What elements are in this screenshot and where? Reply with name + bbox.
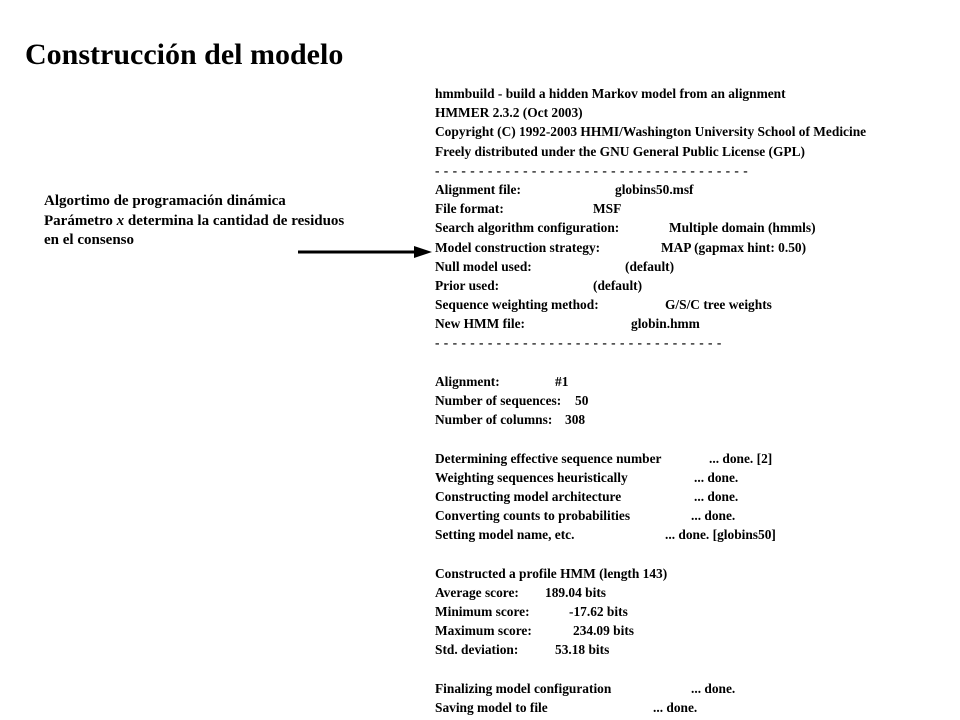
score-value: 189.04 bits — [545, 584, 607, 600]
step-row — [435, 449, 866, 468]
step-value: ... done. — [694, 488, 739, 504]
config-key: File format: — [435, 201, 504, 217]
note-line-2-post: determina la cantidad de residuos — [124, 212, 345, 229]
config-value: globin.hmm — [631, 316, 700, 332]
config-row — [435, 218, 866, 237]
note-line-2-pre: Parámetro — [44, 212, 117, 229]
score-row — [435, 602, 866, 621]
score-key: Maximum score: — [435, 623, 532, 639]
score-key: Average score: — [435, 584, 519, 600]
final-value: ... done. — [653, 700, 698, 715]
note-line-1: Algortimo de programación dinámica — [44, 193, 286, 209]
config-row — [435, 295, 866, 314]
step-row — [435, 487, 866, 506]
config-value: G/S/C tree weights — [665, 297, 772, 313]
step-key: Determining effective sequence number — [435, 450, 662, 466]
config-value: Multiple domain (hmmls) — [669, 220, 816, 236]
score-row — [435, 640, 866, 659]
step-value: ... done. [globins50] — [665, 527, 776, 543]
config-value: MSF — [593, 201, 622, 217]
config-key: Model construction strategy: — [435, 239, 601, 255]
note-line-2 — [44, 212, 344, 232]
separator-line: - - - - - - - - - - - - - - - - - - - - - - - - - - - - - - - - - - - - — [435, 162, 749, 178]
alignment-row — [435, 410, 866, 429]
final-key: Saving model to file — [435, 700, 548, 715]
score-row — [435, 583, 866, 602]
header-line: Freely distributed under the GNU General Public License (GPL) — [435, 143, 805, 159]
step-value: ... done. [2] — [709, 450, 773, 466]
constructed-line: Constructed a profile HMM (length 143) — [435, 565, 668, 581]
step-row — [435, 468, 866, 487]
config-value: (default) — [593, 277, 643, 293]
score-value: 234.09 bits — [573, 623, 635, 639]
config-key: Search algorithm configuration: — [435, 220, 620, 236]
hmmbuild-output — [435, 84, 866, 717]
config-value: globins50.msf — [615, 181, 694, 197]
config-key: Null model used: — [435, 258, 532, 274]
header-line: HMMER 2.3.2 (Oct 2003) — [435, 105, 583, 121]
final-row — [435, 679, 866, 698]
step-value: ... done. — [694, 469, 739, 485]
blank-line — [435, 545, 866, 564]
config-row — [435, 238, 866, 257]
config-value: MAP (gapmax hint: 0.50) — [661, 239, 807, 255]
step-row — [435, 506, 866, 525]
alignment-value: 308 — [565, 412, 586, 428]
header-line: Copyright (C) 1992-2003 HHMI/Washington University School of Medicine — [435, 124, 867, 140]
step-row — [435, 525, 866, 544]
alignment-value: 50 — [575, 393, 589, 408]
alignment-value: #1 — [555, 373, 569, 389]
alignment-key: Number of columns: — [435, 412, 553, 428]
final-row — [435, 698, 866, 717]
note-variable-x: x — [116, 212, 125, 229]
config-key: Sequence weighting method: — [435, 297, 599, 313]
config-row — [435, 199, 866, 218]
blank-line — [435, 429, 866, 448]
step-key: Setting model name, etc. — [435, 527, 575, 543]
score-key: Std. deviation: — [435, 642, 519, 658]
config-row — [435, 314, 866, 333]
alignment-key: Number of sequences: — [435, 393, 562, 408]
score-key: Minimum score: — [435, 604, 530, 620]
note-line-3: en el consenso — [44, 232, 134, 248]
alignment-row — [435, 372, 866, 391]
step-key: Converting counts to probabilities — [435, 508, 631, 524]
score-value: 53.18 bits — [555, 642, 610, 658]
score-value: -17.62 bits — [569, 604, 628, 620]
config-key: Alignment file: — [435, 181, 521, 197]
config-key: Prior used: — [435, 277, 500, 293]
alignment-key: Alignment: — [435, 373, 500, 389]
step-value: ... done. — [691, 508, 736, 524]
alignment-row — [435, 391, 866, 410]
header-line: hmmbuild - build a hidden Markov model from an alignment — [435, 86, 786, 101]
separator-line: - - - - - - - - - - - - - - - - - - - - - - - - - - - - - - - - - — [435, 335, 722, 351]
config-value: (default) — [625, 258, 675, 274]
slide-title: Construcción del modelo — [25, 38, 344, 71]
config-key: New HMM file: — [435, 316, 525, 332]
explanation-note — [44, 192, 344, 251]
config-row — [435, 180, 866, 199]
final-value: ... done. — [691, 680, 736, 696]
right-arrow-icon — [298, 245, 432, 259]
config-row — [435, 257, 866, 276]
blank-line — [435, 353, 866, 372]
blank-line — [435, 660, 866, 679]
step-key: Constructing model architecture — [435, 488, 622, 504]
final-key: Finalizing model configuration — [435, 680, 612, 696]
score-row — [435, 621, 866, 640]
step-key: Weighting sequences heuristically — [435, 469, 628, 485]
config-row — [435, 276, 866, 295]
